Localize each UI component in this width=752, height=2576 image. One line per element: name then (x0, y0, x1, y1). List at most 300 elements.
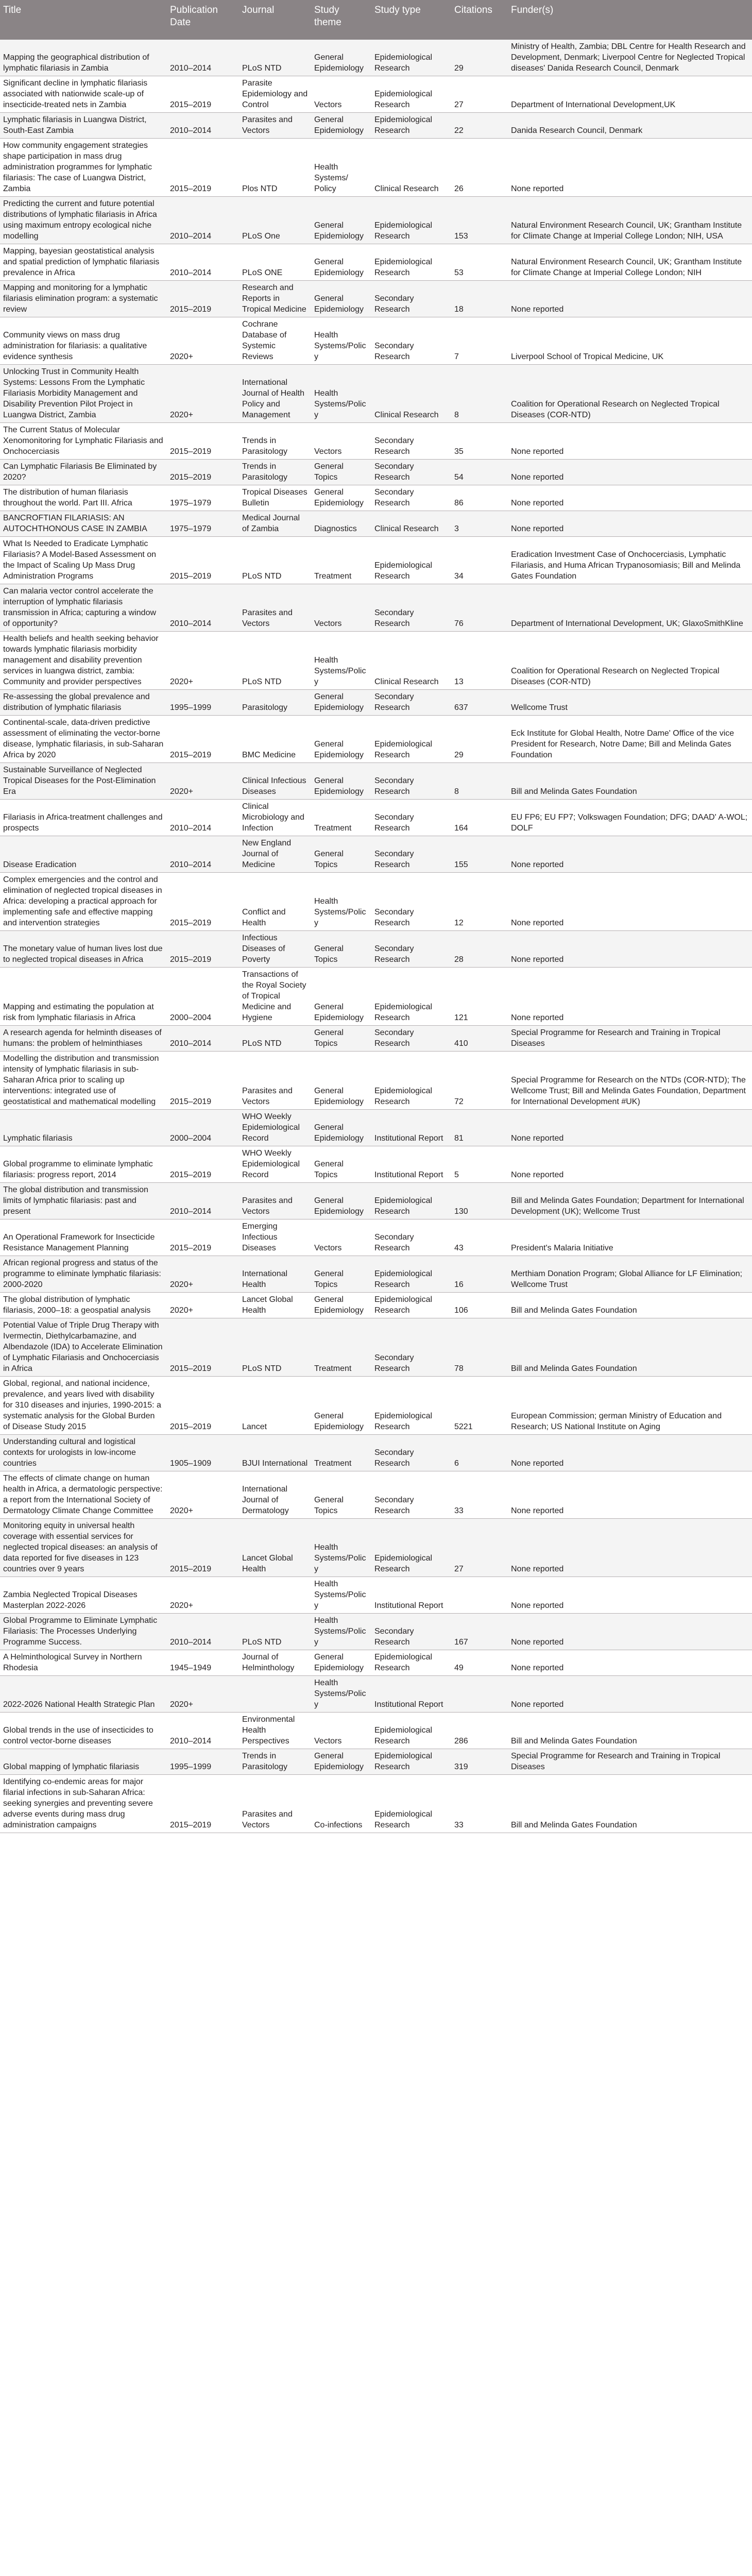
cell-funders: None reported (508, 873, 752, 931)
cell-citations: 86 (451, 485, 508, 511)
cell-study-theme: General Topics (311, 836, 371, 873)
cell-citations: 43 (451, 1219, 508, 1256)
cell-citations: 18 (451, 281, 508, 317)
cell-title: Potential Value of Triple Drug Therapy with Ivermectin, Diethylcarbamazine, and Albendazole (IDA) to Accelerate Elimination of Lymphatic Filariasis and Onchocerciasis in Africa (0, 1318, 167, 1377)
cell-journal: PLoS NTD (239, 1026, 311, 1052)
cell-funders: President's Malaria Initiative (508, 1219, 752, 1256)
cell-publication-date: 2020+ (167, 1293, 239, 1318)
cell-funders: None reported (508, 1676, 752, 1713)
cell-publication-date: 2010–2014 (167, 244, 239, 281)
cell-title: Continental-scale, data-driven predictive assessment of eliminating the vector-borne disease, lymphatic filariasis, in sub-Saharan Africa by 2020 (0, 716, 167, 763)
cell-journal: Parasites and Vectors (239, 1052, 311, 1110)
cell-publication-date: 2015–2019 (167, 460, 239, 485)
table-row (0, 511, 752, 537)
table-row (0, 1471, 752, 1519)
cell-journal: Trends in Parasitology (239, 1749, 311, 1775)
cell-study-type: Epidemiological Research (371, 113, 451, 139)
cell-study-theme: Health Systems/Policy (311, 1519, 371, 1577)
cell-study-type: Clinical Research (371, 632, 451, 690)
cell-title: How community engagement strategies shape participation in mass drug administration programmes for lymphatic filariasis: The case of Luangwa District, Zambia (0, 139, 167, 197)
cell-citations: 121 (451, 968, 508, 1026)
cell-study-theme: Treatment (311, 537, 371, 584)
cell-journal: PLoS ONE (239, 244, 311, 281)
table-row (0, 423, 752, 460)
cell-funders: Special Programme for Research on the NTDs (COR-NTD); The Wellcome Trust; Bill and Melinda Gates Foundation, Department for International Development #UK) (508, 1052, 752, 1110)
cell-funders: Coalition for Operational Research on Neglected Tropical Diseases (COR-NTD) (508, 632, 752, 690)
cell-journal: PLoS NTD (239, 632, 311, 690)
cell-title: Global Programme to Eliminate Lymphatic Filariasis: The Processes Underlying Programme Success. (0, 1614, 167, 1650)
cell-funders: Liverpool School of Tropical Medicine, UK (508, 317, 752, 365)
cell-title: Sustainable Surveillance of Neglected Tropical Diseases for the Post-Elimination Era (0, 763, 167, 800)
cell-title: Can malaria vector control accelerate the interruption of lymphatic filariasis transmission in Africa; capturing a window of opportunity? (0, 584, 167, 632)
cell-publication-date: 2015–2019 (167, 1318, 239, 1377)
cell-title: Health beliefs and health seeking behavior towards lymphatic filariasis morbidity management and disability prevention services in luangwa district, zambia: Community and provider perspectives (0, 632, 167, 690)
cell-publication-date: 2015–2019 (167, 537, 239, 584)
cell-funders: Natural Environment Research Council, UK; Grantham Institute for Climate Change at Imperial College London; NIH (508, 244, 752, 281)
cell-study-theme: General Epidemiology (311, 1749, 371, 1775)
cell-title: Complex emergencies and the control and elimination of neglected tropical diseases in Africa: developing a practical approach for implementing safe and effective mapping and intervention strategies (0, 873, 167, 931)
cell-study-type: Secondary Research (371, 281, 451, 317)
cell-citations: 5 (451, 1146, 508, 1183)
cell-publication-date: 2020+ (167, 365, 239, 423)
table-row (0, 968, 752, 1026)
cell-study-theme: Vectors (311, 1219, 371, 1256)
table-row (0, 1052, 752, 1110)
cell-publication-date: 2015–2019 (167, 931, 239, 968)
cell-funders: Bill and Melinda Gates Foundation (508, 1318, 752, 1377)
cell-study-type: Epidemiological Research (371, 537, 451, 584)
cell-study-type: Institutional Report (371, 1577, 451, 1614)
table-row (0, 873, 752, 931)
table-row (0, 1435, 752, 1471)
cell-study-type: Epidemiological Research (371, 40, 451, 76)
cell-title: Can Lymphatic Filariasis Be Eliminated by 2020? (0, 460, 167, 485)
cell-title: Filariasis in Africa-treatment challenges and prospects (0, 800, 167, 836)
cell-study-theme: General Epidemiology (311, 763, 371, 800)
cell-journal: Transactions of the Royal Society of Tropical Medicine and Hygiene (239, 968, 311, 1026)
table-row (0, 836, 752, 873)
cell-study-theme: General Epidemiology (311, 40, 371, 76)
cell-journal: WHO Weekly Epidemiological Record (239, 1146, 311, 1183)
cell-publication-date: 2010–2014 (167, 584, 239, 632)
cell-funders: None reported (508, 1614, 752, 1650)
cell-journal: Plos NTD (239, 139, 311, 197)
cell-study-type: Epidemiological Research (371, 197, 451, 244)
cell-funders: None reported (508, 485, 752, 511)
cell-title: Understanding cultural and logistical contexts for urologists in low-income countries (0, 1435, 167, 1471)
cell-study-theme: Diagnostics (311, 511, 371, 537)
cell-journal: Infectious Diseases of Poverty (239, 931, 311, 968)
cell-study-theme: General Epidemiology (311, 1293, 371, 1318)
cell-title: 2022-2026 National Health Strategic Plan (0, 1676, 167, 1713)
cell-citations: 3 (451, 511, 508, 537)
table-row (0, 1256, 752, 1293)
cell-study-type: Institutional Report (371, 1146, 451, 1183)
cell-publication-date: 2015–2019 (167, 1377, 239, 1435)
table-row (0, 317, 752, 365)
cell-study-theme: Health Systems/Policy (311, 317, 371, 365)
cell-publication-date: 2010–2014 (167, 113, 239, 139)
table-row (0, 1713, 752, 1749)
table-row (0, 1293, 752, 1318)
cell-journal (239, 1676, 311, 1713)
table-row (0, 716, 752, 763)
table-row (0, 1318, 752, 1377)
cell-title: Significant decline in lymphatic filariasis associated with nationwide scale-up of insecticide-treated nets in Zambia (0, 76, 167, 113)
cell-study-theme: General Epidemiology (311, 1650, 371, 1676)
cell-study-theme: Treatment (311, 1435, 371, 1471)
cell-publication-date: 2010–2014 (167, 1713, 239, 1749)
cell-publication-date: 2015–2019 (167, 76, 239, 113)
cell-journal: Environmental Health Perspectives (239, 1713, 311, 1749)
cell-publication-date: 2020+ (167, 1471, 239, 1519)
table-row (0, 1146, 752, 1183)
cell-title: The distribution of human filariasis throughout the world. Part III. Africa (0, 485, 167, 511)
cell-study-type: Secondary Research (371, 485, 451, 511)
cell-funders: Bill and Melinda Gates Foundation (508, 1293, 752, 1318)
cell-study-theme: Vectors (311, 423, 371, 460)
cell-study-type: Institutional Report (371, 1110, 451, 1146)
cell-study-theme: General Topics (311, 1471, 371, 1519)
cell-title: The monetary value of human lives lost due to neglected tropical diseases in Africa (0, 931, 167, 968)
cell-study-theme: General Epidemiology (311, 244, 371, 281)
cell-journal: Clinical Microbiology and Infection (239, 800, 311, 836)
table-row (0, 460, 752, 485)
cell-journal: Parasite Epidemiology and Control (239, 76, 311, 113)
cell-citations: 22 (451, 113, 508, 139)
table-header (0, 0, 752, 40)
table-row (0, 690, 752, 716)
cell-title: Disease Eradication (0, 836, 167, 873)
cell-study-type: Secondary Research (371, 1318, 451, 1377)
cell-title: Identifying co-endemic areas for major filarial infections in sub-Saharan Africa: seeking synergies and preventing severe adverse events during mass drug administration campaigns (0, 1775, 167, 1833)
table-row (0, 800, 752, 836)
cell-study-theme: Health Systems/ Policy (311, 139, 371, 197)
table-row (0, 244, 752, 281)
cell-study-type: Institutional Report (371, 1676, 451, 1713)
cell-journal: PLoS NTD (239, 40, 311, 76)
cell-journal: Parasitology (239, 690, 311, 716)
cell-study-theme: General Epidemiology (311, 281, 371, 317)
cell-publication-date: 2010–2014 (167, 197, 239, 244)
cell-study-type: Epidemiological Research (371, 244, 451, 281)
table-row (0, 931, 752, 968)
cell-funders: Danida Research Council, Denmark (508, 113, 752, 139)
cell-journal: Conflict and Health (239, 873, 311, 931)
cell-journal: New England Journal of Medicine (239, 836, 311, 873)
cell-publication-date: 2010–2014 (167, 40, 239, 76)
cell-citations: 130 (451, 1183, 508, 1219)
cell-citations: 153 (451, 197, 508, 244)
cell-study-type: Clinical Research (371, 139, 451, 197)
cell-funders: Special Programme for Research and Training in Tropical Diseases (508, 1749, 752, 1775)
cell-publication-date: 2015–2019 (167, 423, 239, 460)
cell-study-theme: General Topics (311, 1256, 371, 1293)
cell-citations: 78 (451, 1318, 508, 1377)
cell-funders: None reported (508, 968, 752, 1026)
cell-study-theme: General Topics (311, 931, 371, 968)
cell-title: The global distribution and transmission limits of lymphatic filariasis: past and present (0, 1183, 167, 1219)
cell-funders: None reported (508, 836, 752, 873)
header-citations: Citations (451, 0, 508, 40)
table-row (0, 365, 752, 423)
cell-study-theme: General Epidemiology (311, 690, 371, 716)
cell-publication-date: 1975–1979 (167, 511, 239, 537)
table-row (0, 1377, 752, 1435)
cell-publication-date: 2015–2019 (167, 139, 239, 197)
cell-publication-date: 2010–2014 (167, 800, 239, 836)
cell-title: Global trends in the use of insecticides to control vector-borne diseases (0, 1713, 167, 1749)
cell-journal: International Journal of Health Policy and Management (239, 365, 311, 423)
cell-publication-date: 1995–1999 (167, 690, 239, 716)
cell-title: Zambia Neglected Tropical Diseases Masterplan 2022-2026 (0, 1577, 167, 1614)
cell-study-type: Clinical Research (371, 511, 451, 537)
cell-journal: Clinical Infectious Diseases (239, 763, 311, 800)
table-row (0, 197, 752, 244)
cell-study-type: Epidemiological Research (371, 716, 451, 763)
cell-publication-date: 2015–2019 (167, 1052, 239, 1110)
cell-funders: Wellcome Trust (508, 690, 752, 716)
cell-citations: 410 (451, 1026, 508, 1052)
cell-funders: None reported (508, 1577, 752, 1614)
cell-journal: BMC Medicine (239, 716, 311, 763)
cell-publication-date: 2015–2019 (167, 1775, 239, 1833)
cell-citations: 53 (451, 244, 508, 281)
cell-title: BANCROFTIAN FILARIASIS: AN AUTOCHTHONOUS CASE IN ZAMBIA (0, 511, 167, 537)
cell-funders: Eck Institute for Global Health, Notre Dame' Office of the vice President for Research, Notre Dame; Bill and Melinda Gates Foundation (508, 716, 752, 763)
table-row (0, 1650, 752, 1676)
cell-study-theme: General Epidemiology (311, 113, 371, 139)
cell-title: A research agenda for helminth diseases of humans: the problem of helminthiases (0, 1026, 167, 1052)
cell-funders: Special Programme for Research and Training in Tropical Diseases (508, 1026, 752, 1052)
cell-study-type: Epidemiological Research (371, 1775, 451, 1833)
table-row (0, 1183, 752, 1219)
cell-study-theme: Vectors (311, 584, 371, 632)
cell-title: A Helminthological Survey in Northern Rhodesia (0, 1650, 167, 1676)
cell-title: Community views on mass drug administration for filariasis: a qualitative evidence synthesis (0, 317, 167, 365)
table-body (0, 40, 752, 1833)
cell-study-type: Epidemiological Research (371, 1293, 451, 1318)
cell-publication-date: 2020+ (167, 1676, 239, 1713)
cell-study-theme: General Topics (311, 1026, 371, 1052)
cell-journal: Lancet Global Health (239, 1293, 311, 1318)
cell-funders: None reported (508, 931, 752, 968)
cell-publication-date: 1905–1909 (167, 1435, 239, 1471)
cell-study-type: Epidemiological Research (371, 1052, 451, 1110)
cell-study-type: Epidemiological Research (371, 1183, 451, 1219)
cell-study-type: Epidemiological Research (371, 968, 451, 1026)
cell-journal: PLoS NTD (239, 537, 311, 584)
header-funders: Funder(s) (508, 0, 752, 40)
cell-funders: Coalition for Operational Research on Neglected Tropical Diseases (COR-NTD) (508, 365, 752, 423)
cell-study-type: Secondary Research (371, 423, 451, 460)
cell-title: An Operational Framework for Insecticide Resistance Management Planning (0, 1219, 167, 1256)
cell-title: Lymphatic filariasis in Luangwa District, South-East Zambia (0, 113, 167, 139)
table-row (0, 1110, 752, 1146)
cell-citations (451, 1676, 508, 1713)
cell-journal: Journal of Helminthology (239, 1650, 311, 1676)
cell-citations: 5221 (451, 1377, 508, 1435)
cell-publication-date: 2020+ (167, 1577, 239, 1614)
cell-publication-date: 2015–2019 (167, 873, 239, 931)
cell-title: Mapping the geographical distribution of lymphatic filariasis in Zambia (0, 40, 167, 76)
cell-title: Unlocking Trust in Community Health Systems: Lessons From the Lymphatic Filariasis Morbidity Management and Disability Prevention Pilot Project in Luangwa District, Zambia (0, 365, 167, 423)
cell-study-type: Secondary Research (371, 800, 451, 836)
cell-study-type: Epidemiological Research (371, 1519, 451, 1577)
table-row (0, 1577, 752, 1614)
cell-title: Global programme to eliminate lymphatic filariasis: progress report, 2014 (0, 1146, 167, 1183)
table-row (0, 537, 752, 584)
cell-citations: 27 (451, 76, 508, 113)
cell-citations: 49 (451, 1650, 508, 1676)
table-row (0, 40, 752, 76)
table-row (0, 1614, 752, 1650)
cell-study-type: Secondary Research (371, 584, 451, 632)
cell-study-type: Secondary Research (371, 1614, 451, 1650)
cell-publication-date: 2015–2019 (167, 716, 239, 763)
cell-study-type: Secondary Research (371, 836, 451, 873)
cell-citations: 54 (451, 460, 508, 485)
header-title: Title (0, 0, 167, 40)
cell-title: Re-assessing the global prevalence and distribution of lymphatic filariasis (0, 690, 167, 716)
cell-publication-date: 2020+ (167, 1256, 239, 1293)
cell-publication-date: 2000–2004 (167, 968, 239, 1026)
cell-journal: Trends in Parasitology (239, 460, 311, 485)
table-row (0, 1775, 752, 1833)
cell-study-type: Epidemiological Research (371, 1749, 451, 1775)
cell-funders: None reported (508, 460, 752, 485)
cell-title: Mapping and monitoring for a lymphatic filariasis elimination program: a systematic review (0, 281, 167, 317)
cell-publication-date: 2020+ (167, 632, 239, 690)
cell-publication-date: 2015–2019 (167, 1146, 239, 1183)
cell-publication-date: 2010–2014 (167, 836, 239, 873)
cell-funders: Department of International Development, UK; GlaxoSmithKline (508, 584, 752, 632)
cell-study-theme: General Epidemiology (311, 485, 371, 511)
cell-title: Modelling the distribution and transmission intensity of lymphatic filariasis in sub-Saharan Africa prior to scaling up interventions: integrated use of geostatistical and mathematical modelling (0, 1052, 167, 1110)
cell-title: Monitoring equity in universal health coverage with essential services for neglected tropical diseases: an analysis of data reported for five diseases in 123 countries over 9 years (0, 1519, 167, 1577)
table-row (0, 1749, 752, 1775)
cell-study-type: Secondary Research (371, 317, 451, 365)
cell-funders: Bill and Melinda Gates Foundation (508, 1775, 752, 1833)
cell-citations: 164 (451, 800, 508, 836)
cell-citations: 28 (451, 931, 508, 968)
cell-study-type: Secondary Research (371, 873, 451, 931)
cell-funders: Natural Environment Research Council, UK; Grantham Institute for Climate Change at Imperial College London; NIH, USA (508, 197, 752, 244)
cell-journal: PLoS NTD (239, 1614, 311, 1650)
cell-study-type: Secondary Research (371, 1471, 451, 1519)
cell-publication-date: 1995–1999 (167, 1749, 239, 1775)
cell-study-type: Secondary Research (371, 460, 451, 485)
cell-citations: 76 (451, 584, 508, 632)
cell-citations: 286 (451, 1713, 508, 1749)
cell-journal: Cochrane Database of Systemic Reviews (239, 317, 311, 365)
table-row (0, 113, 752, 139)
cell-citations: 8 (451, 763, 508, 800)
cell-title: The effects of climate change on human health in Africa, a dermatologic perspective: a report from the International Society of Dermatology Climate Change Committee (0, 1471, 167, 1519)
cell-study-type: Secondary Research (371, 690, 451, 716)
table-row (0, 584, 752, 632)
cell-journal (239, 1577, 311, 1614)
cell-citations: 12 (451, 873, 508, 931)
cell-publication-date: 2010–2014 (167, 1614, 239, 1650)
cell-study-type: Epidemiological Research (371, 1377, 451, 1435)
cell-citations: 29 (451, 40, 508, 76)
cell-study-theme: General Topics (311, 1146, 371, 1183)
cell-citations: 13 (451, 632, 508, 690)
header-study-theme: Study theme (311, 0, 371, 40)
cell-journal: Medical Journal of Zambia (239, 511, 311, 537)
cell-funders: European Commission; german Ministry of Education and Research; US National Institute on Aging (508, 1377, 752, 1435)
cell-publication-date: 2000–2004 (167, 1110, 239, 1146)
cell-journal: WHO Weekly Epidemiological Record (239, 1110, 311, 1146)
cell-citations: 72 (451, 1052, 508, 1110)
cell-study-type: Clinical Research (371, 365, 451, 423)
cell-title: Mapping, bayesian geostatistical analysis and spatial prediction of lymphatic filariasis prevalence in Africa (0, 244, 167, 281)
cell-citations: 319 (451, 1749, 508, 1775)
cell-citations: 8 (451, 365, 508, 423)
cell-study-theme: Health Systems/Policy (311, 1614, 371, 1650)
cell-study-theme: General Epidemiology (311, 716, 371, 763)
cell-study-theme: Health Systems/Policy (311, 1577, 371, 1614)
table-row (0, 1676, 752, 1713)
cell-funders: Eradication Investment Case of Onchocerciasis, Lymphatic Filariasis, and Huma African Trypanosomiasis; Bill and Melinda Gates Foundation (508, 537, 752, 584)
cell-study-type: Secondary Research (371, 1026, 451, 1052)
cell-study-theme: General Epidemiology (311, 968, 371, 1026)
cell-journal: Tropical Diseases Bulletin (239, 485, 311, 511)
table-row (0, 281, 752, 317)
cell-study-type: Secondary Research (371, 931, 451, 968)
cell-journal: Parasites and Vectors (239, 113, 311, 139)
cell-publication-date: 2015–2019 (167, 281, 239, 317)
cell-citations (451, 1577, 508, 1614)
cell-publication-date: 2015–2019 (167, 1519, 239, 1577)
cell-study-theme: General Epidemiology (311, 1183, 371, 1219)
cell-title: Global, regional, and national incidence, prevalence, and years lived with disability for 310 diseases and injuries, 1990-2015: a systematic analysis for the Global Burden of Disease Study 2015 (0, 1377, 167, 1435)
cell-title: Predicting the current and future potential distributions of lymphatic filariasis in Africa using maximum entropy ecological niche modelling (0, 197, 167, 244)
cell-citations: 27 (451, 1519, 508, 1577)
cell-funders: None reported (508, 281, 752, 317)
cell-funders: Bill and Melinda Gates Foundation (508, 1713, 752, 1749)
cell-journal: Parasites and Vectors (239, 1183, 311, 1219)
cell-funders: None reported (508, 1435, 752, 1471)
cell-title: What Is Needed to Eradicate Lymphatic Filariasis? A Model-Based Assessment on the Impact of Scaling Up Mass Drug Administration Programs (0, 537, 167, 584)
cell-study-theme: Health Systems/Policy (311, 1676, 371, 1713)
cell-citations: 106 (451, 1293, 508, 1318)
cell-journal: Lancet Global Health (239, 1519, 311, 1577)
cell-study-type: Epidemiological Research (371, 76, 451, 113)
cell-title: The Current Status of Molecular Xenomonitoring for Lymphatic Filariasis and Onchocerciasis (0, 423, 167, 460)
cell-title: The global distribution of lymphatic filariasis, 2000–18: a geospatial analysis (0, 1293, 167, 1318)
cell-publication-date: 1975–1979 (167, 485, 239, 511)
cell-publication-date: 2020+ (167, 763, 239, 800)
cell-citations: 81 (451, 1110, 508, 1146)
header-publication-date: Publication Date (167, 0, 239, 40)
cell-citations: 34 (451, 537, 508, 584)
cell-citations: 155 (451, 836, 508, 873)
cell-funders: EU FP6; EU FP7; Volkswagen Foundation; DFG; DAAD' A-WOL; DOLF (508, 800, 752, 836)
cell-funders: None reported (508, 1146, 752, 1183)
table-row (0, 763, 752, 800)
cell-funders: None reported (508, 1519, 752, 1577)
cell-publication-date: 2010–2014 (167, 1026, 239, 1052)
cell-publication-date: 2015–2019 (167, 1219, 239, 1256)
cell-journal: PLoS One (239, 197, 311, 244)
cell-journal: BJUI International (239, 1435, 311, 1471)
cell-study-theme: Health Systems/Policy (311, 365, 371, 423)
cell-citations: 29 (451, 716, 508, 763)
cell-citations: 7 (451, 317, 508, 365)
cell-funders: Department of International Development,UK (508, 76, 752, 113)
